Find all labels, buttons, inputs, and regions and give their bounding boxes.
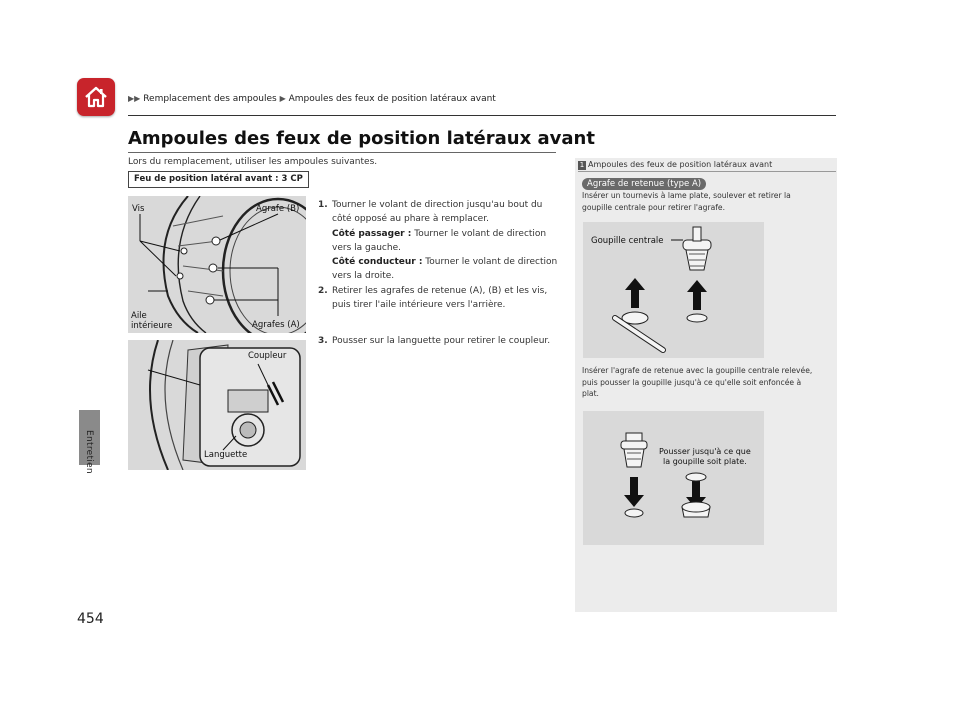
title-divider bbox=[128, 152, 556, 153]
breadcrumb-current-page: Ampoules des feux de position latéraux avant bbox=[288, 94, 496, 104]
label-goupille-centrale: Goupille centrale bbox=[591, 236, 664, 246]
step-text: puis tirer l'aile intérieure vers l'arrière. bbox=[332, 300, 506, 311]
note-reference-icon: 1 bbox=[579, 161, 585, 169]
intro-text: Lors du remplacement, utiliser les ampoules suivantes. bbox=[128, 157, 378, 167]
note-divider bbox=[578, 171, 836, 172]
driver-side-label: Côté conducteur : bbox=[332, 257, 423, 268]
clip-type-badge: Agrafe de retenue (type A) bbox=[582, 178, 706, 190]
step-number: 3. bbox=[318, 336, 328, 347]
note-heading bbox=[578, 160, 772, 170]
step-text: Tourner le volant de direction jusqu'au bout du bbox=[332, 200, 543, 210]
procedure-steps bbox=[318, 198, 558, 349]
step-1 bbox=[318, 198, 558, 284]
fender-illustration bbox=[128, 196, 306, 333]
step-number: 1. bbox=[318, 200, 328, 210]
note-heading-text: Ampoules des feux de position latéraux avant bbox=[588, 160, 773, 169]
page-number: 454 bbox=[77, 611, 104, 627]
bulb-spec-box: Feu de position latéral avant : 3 CP bbox=[128, 171, 309, 188]
clip-install-figure bbox=[583, 411, 764, 545]
label-vis: Vis bbox=[132, 204, 145, 214]
step-2 bbox=[318, 284, 558, 313]
step-text: vers la droite. bbox=[332, 271, 395, 282]
clip-removal-figure bbox=[583, 222, 764, 358]
step-number: 2. bbox=[318, 285, 328, 296]
note-paragraph-1: Insérer un tournevis à lame plate, soulever et retirer la goupille centrale pour retirer l'agrafe. bbox=[582, 191, 791, 212]
page-title: Ampoules des feux de position latéraux avant bbox=[128, 128, 595, 149]
step-3 bbox=[318, 334, 558, 348]
label-coupleur: Coupleur bbox=[248, 351, 287, 361]
step-text: côté opposé au phare à remplacer. bbox=[332, 214, 489, 225]
label-agrafes-a: Agrafes (A) bbox=[252, 320, 300, 330]
header-divider bbox=[128, 115, 836, 116]
label-aile: Aile bbox=[131, 311, 147, 321]
label-languette: Languette bbox=[204, 450, 248, 460]
home-icon bbox=[82, 83, 110, 111]
label-pousser: Pousser jusqu'à ce que la goupille soit plate. bbox=[659, 447, 751, 466]
label-interieure: intérieure bbox=[131, 321, 173, 331]
breadcrumb-arrows: ▶▶ bbox=[128, 94, 141, 103]
note-paragraph-2: Insérer l'agrafe de retenue avec la goupille centrale relevée, puis pousser la goupille jusqu'à ce qu'elle soit enfoncée à plat. bbox=[582, 366, 813, 398]
coupler-figure bbox=[128, 340, 306, 470]
breadcrumb-separator: ▶ bbox=[279, 94, 286, 103]
breadcrumb bbox=[128, 94, 496, 104]
step-text: Côté conducteur : Tourner le volant de direction bbox=[332, 257, 558, 268]
step-text: Côté passager : Tourner le volant de direction bbox=[332, 228, 547, 239]
fender-figure bbox=[128, 196, 306, 333]
step-text: vers la gauche. bbox=[332, 242, 401, 253]
step-text: Pousser sur la languette pour retirer le coupleur. bbox=[332, 336, 551, 347]
passenger-side-label: Côté passager : bbox=[332, 228, 412, 239]
home-button[interactable] bbox=[77, 78, 115, 116]
breadcrumb-section-link[interactable]: Remplacement des ampoules bbox=[143, 94, 277, 104]
chapter-tab-label: Entretien bbox=[84, 430, 94, 474]
step-text: Retirer les agrafes de retenue (A), (B) et les vis, bbox=[332, 285, 548, 296]
clip-install-illustration bbox=[583, 411, 764, 545]
label-agrafe-b: Agrafe (B) bbox=[256, 204, 300, 214]
